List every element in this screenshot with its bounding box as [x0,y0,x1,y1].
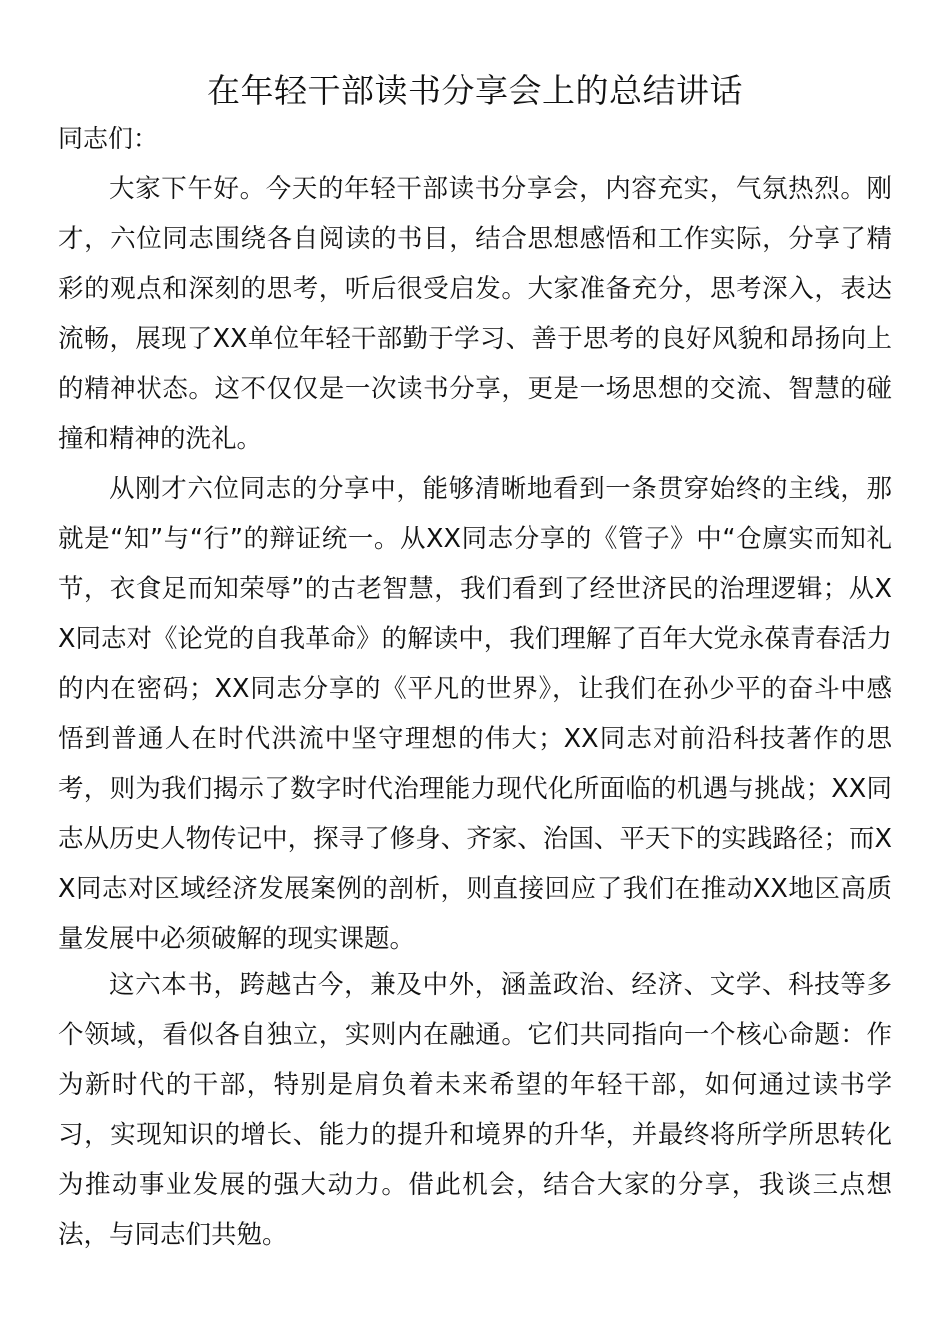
paragraph-opening: 大家下午好。今天的年轻干部读书分享会，内容充实，气氛热烈。刚才，六位同志围绕各自阅读的书目，结合思想感悟和工作实际，分享了精彩的观点和深刻的思考，听后很受启发。大家准备充分，思考深入，表达流畅，展现了XX单位年轻干部勤于学习、善于思考的良好风貌和昂扬向上的精神状态。这不仅仅是一次读书分享，更是一场思想的交流、智慧的碰撞和精神的洗礼。 [58,174,892,454]
paragraph-core-proposition: 这六本书，跨越古今，兼及中外，涵盖政治、经济、文学、科技等多个领域，看似各自独立，实则内在融通。它们共同指向一个核心命题：作为新时代的干部，特别是肩负着未来希望的年轻干部，如何通过读书学习，实现知识的增长、能力的提升和境界的升华，并最终将所学所思转化为推动事业发展的强大动力。借此机会，结合大家的分享，我谈三点想法，与同志们共勉。 [58,970,892,1250]
document-title: 在年轻干部读书分享会上的总结讲话 [207,71,743,110]
salutation: 同志们： [58,124,159,153]
paragraph-sharing-summary: 从刚才六位同志的分享中，能够清晰地看到一条贯穿始终的主线，那就是“知”与“行”的辩证统一。从XX同志分享的《管子》中“仓廪实而知礼节，衣食足而知荣辱”的古老智慧，我们看到了经世济民的治理逻辑；从XX同志对《论党的自我革命》的解读中，我们理解了百年大党永葆青春活力的内在密码；XX同志分享的《平凡的世界》，让我们在孙少平的奋斗中感悟到普通人在时代洪流中坚守理想的伟大；XX同志对前沿科技著作的思考，则为我们揭示了数字时代治理能力现代化所面临的机遇与挑战；XX同志从历史人物传记中，探寻了修身、齐家、治国、平天下的实践路径；而XX同志对区域经济发展案例的剖析，则直接回应了我们在推动XX地区高质量发展中必须破解的现实课题。 [58,474,892,954]
